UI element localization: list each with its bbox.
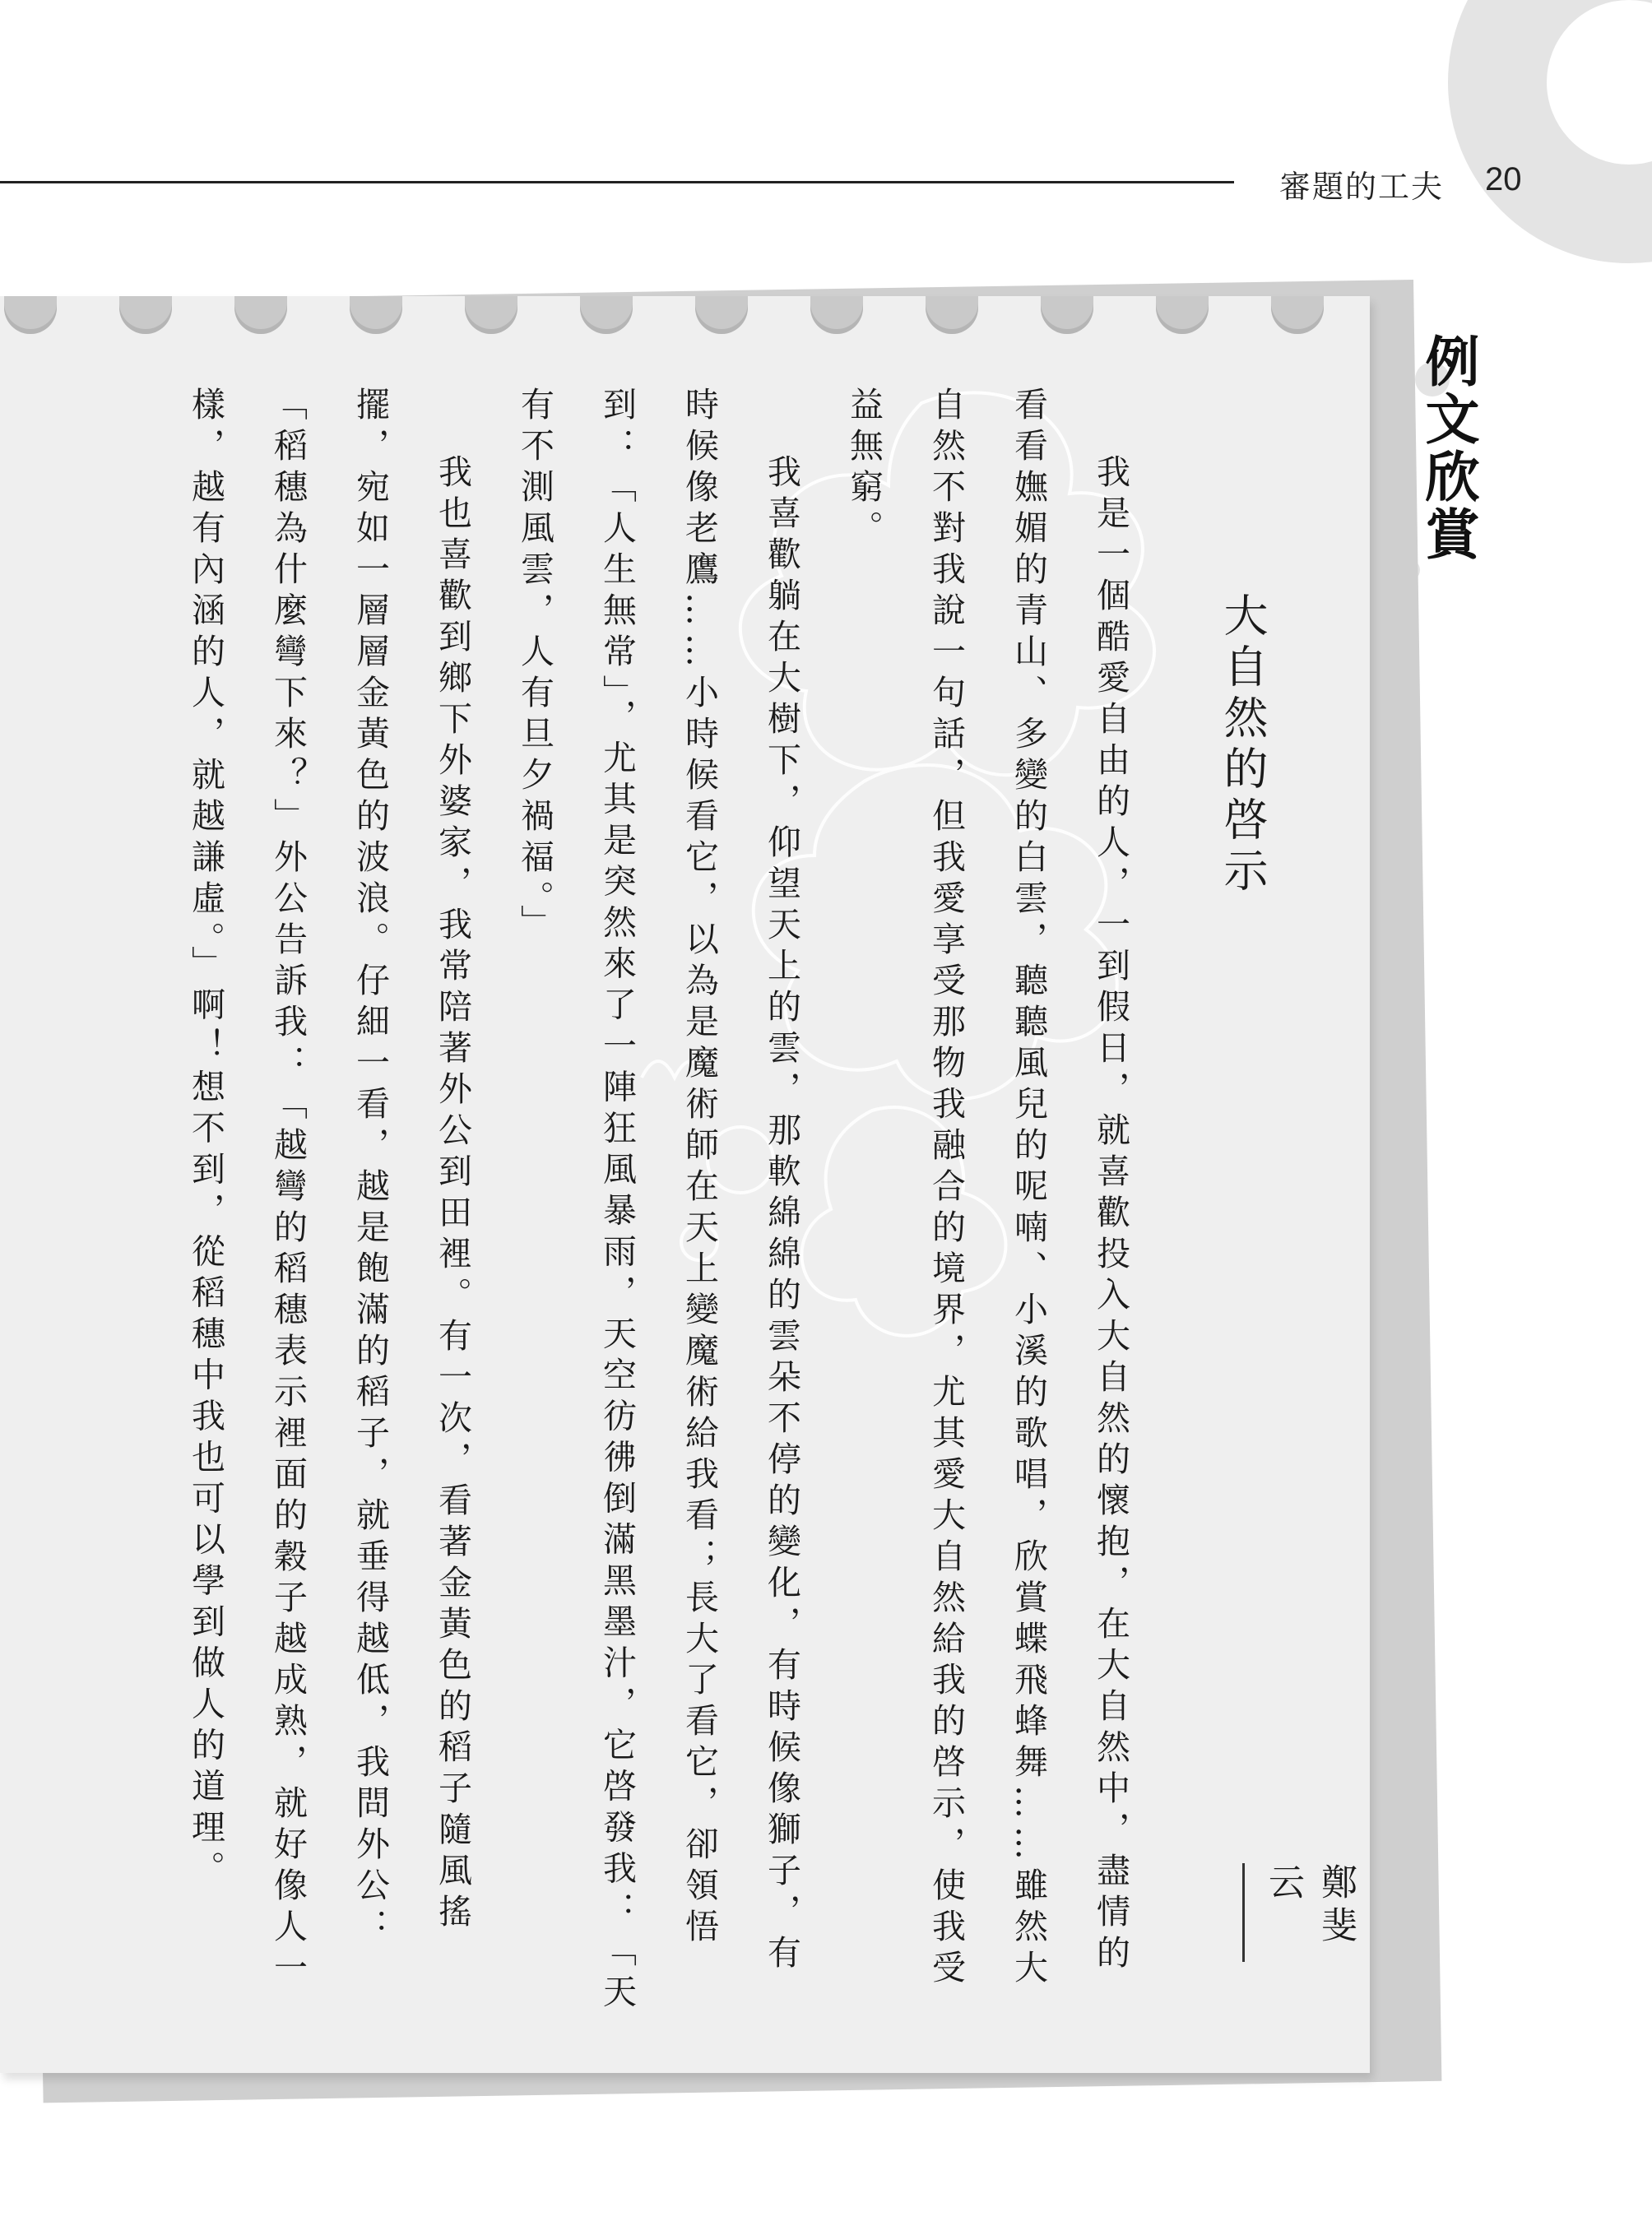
article [165, 387, 1283, 2015]
article-title: 大自然的啓示 [1217, 592, 1269, 898]
binding-hole [465, 296, 517, 334]
page-number: 20 [1485, 161, 1522, 197]
binding-hole [695, 296, 748, 334]
binding-hole [1041, 296, 1093, 334]
binding-hole [350, 296, 402, 334]
article-paragraph: 我喜歡躺在大樹下，仰望天上的雲，那軟綿綿的雲朵不停的變化，有時候像獅子，有時候像老鷹……小時候看它，以為是魔術師在天上變魔術給我看；長大了看它，卻領悟到：「人生無常」，尤其是突然來了一陣狂風暴雨，天空彷彿倒滿黑墨汁，它啓發我：「天有不測風雲，人有旦夕禍福。」 [515, 387, 801, 2015]
running-title: 審題的工夫 [1279, 169, 1445, 205]
section-tag: 例文欣賞 [1416, 333, 1479, 563]
binding-hole [580, 296, 633, 334]
article-author: 鄭斐云 [1242, 1863, 1362, 1962]
binding-hole [1156, 296, 1209, 334]
binding-hole [119, 296, 172, 334]
binding-hole [1271, 296, 1324, 334]
decorative-ring [1448, 0, 1652, 263]
binding-hole [234, 296, 287, 334]
header-rule [0, 181, 1234, 183]
binding-hole [810, 296, 863, 334]
binding-hole [926, 296, 978, 334]
binding-holes [0, 296, 1370, 354]
article-paragraph: 我也喜歡到鄉下外婆家，我常陪著外公到田裡。有一次，看著金黃色的稻子隨風搖擺，宛如一層層金黃色的波浪。仔細一看，越是飽滿的稻子，就垂得越低，我問外公：「稻穗為什麼彎下來？」外公告訴我：「越彎的稻穗表示裡面的穀子越成熟，就好像人一樣，越有內涵的人，就越謙虛。」啊！想不到，從稻穗中我也可以學到做人的道理。 [186, 387, 472, 1991]
binding-hole [4, 296, 57, 334]
article-paragraph: 我是一個酷愛自由的人，一到假日，就喜歡投入大自然的懷抱，在大自然中，盡情的看看嫵媚的青山、多變的白雲，聽聽風兒的呢喃、小溪的歌唱，欣賞蝶飛蜂舞……雖然大自然不對我說一句話，但我愛享受那物我融合的境界，尤其愛大自然給我的啓示，使我受益無窮。 [844, 387, 1130, 1991]
